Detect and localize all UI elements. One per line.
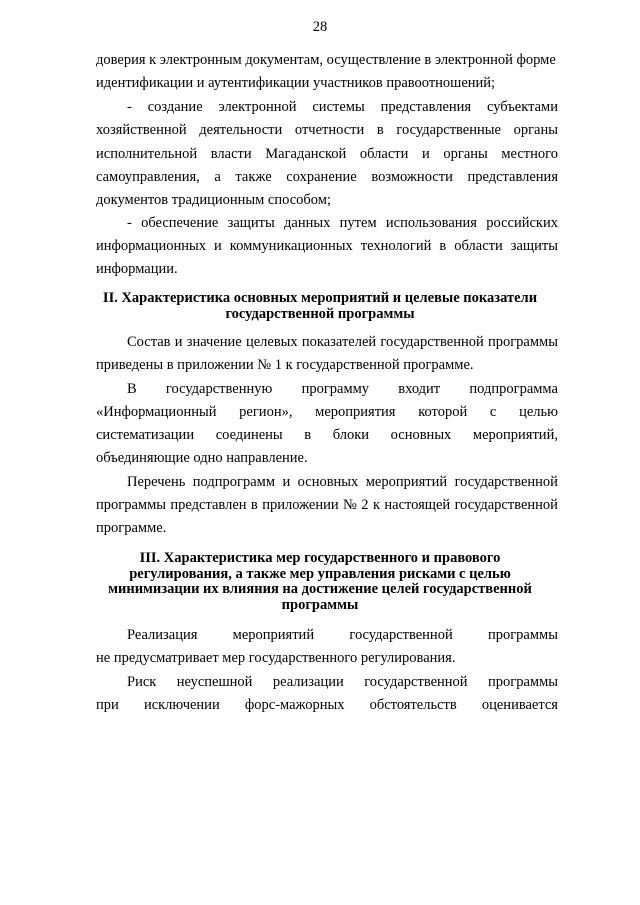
word: основных — [390, 427, 452, 443]
word: целевых — [245, 334, 298, 350]
word: деятельности — [199, 122, 283, 138]
word: в — [376, 122, 384, 138]
word: государственной — [364, 674, 468, 690]
word: в — [304, 427, 312, 443]
word: программы — [487, 334, 558, 350]
word: государственные — [396, 122, 501, 138]
word: государственную — [165, 381, 273, 397]
text-line: документов традиционным способом; — [96, 192, 331, 208]
word: подпрограмма — [469, 381, 558, 397]
page-number: 28 — [312, 19, 328, 35]
word: мероприятий — [232, 627, 315, 643]
text-line — [127, 473, 558, 491]
word: настоящей — [384, 497, 451, 513]
word: исполнительной — [96, 146, 198, 162]
word: отчетности — [294, 122, 365, 138]
word: возможности — [371, 169, 453, 185]
word: государственной — [349, 627, 453, 643]
word: форс-мажорных — [244, 697, 345, 713]
word: местного — [501, 146, 558, 162]
word: программу — [301, 381, 370, 397]
word: исключении — [143, 697, 220, 713]
text-line — [127, 333, 558, 351]
text-line — [127, 214, 558, 232]
word: к — [372, 497, 380, 513]
heading-line: II. Характеристика основных мероприятий и целевые показатели — [102, 290, 538, 306]
text-line: приведены в приложении № 1 к государственной программе. — [96, 357, 474, 373]
word: Магаданской — [265, 146, 347, 162]
word: защиты — [227, 215, 275, 231]
text-line — [96, 145, 558, 163]
word: представления — [467, 169, 558, 185]
text-line: идентификации и аутентификации участников правоотношений; — [96, 75, 496, 91]
word: и — [214, 238, 222, 254]
word: обстоятельств — [369, 697, 457, 713]
word: коммуникационных — [229, 238, 353, 254]
word: государственной — [454, 497, 558, 513]
word: данных — [284, 215, 331, 231]
text-line: не предусматривает мер государственного регулирования. — [96, 650, 456, 666]
text-line: объединяющие одно направление. — [96, 450, 308, 466]
word: создание — [147, 99, 203, 115]
word: значение — [186, 334, 242, 350]
text-line — [96, 403, 558, 421]
text-line — [127, 98, 558, 116]
text-line: программе. — [96, 520, 167, 536]
word: также — [235, 169, 272, 185]
word: государственной — [454, 474, 558, 490]
text-line — [96, 496, 558, 514]
word: хозяйственной — [96, 122, 187, 138]
section-heading — [60, 551, 580, 613]
word: 2 — [361, 497, 369, 513]
word: № — [343, 497, 357, 513]
text-line — [96, 426, 558, 444]
word: сохранение — [286, 169, 357, 185]
word: субъектами — [486, 99, 558, 115]
word: защиты — [510, 238, 558, 254]
word: регион», — [239, 404, 293, 420]
word: самоуправления, — [96, 169, 200, 185]
text-line — [127, 673, 558, 691]
word: обеспечение — [141, 215, 219, 231]
word: показателей — [301, 334, 377, 350]
word: использования — [385, 215, 477, 231]
word: программы — [488, 674, 558, 690]
word: и — [282, 474, 291, 490]
word: системы — [312, 99, 365, 115]
word: соединены — [215, 427, 283, 443]
word: области — [454, 238, 503, 254]
word: «Информационный — [96, 404, 217, 420]
heading-line: III. Характеристика мер государственного и правового — [139, 550, 501, 566]
word: в — [439, 238, 447, 254]
word: представлен — [170, 497, 247, 513]
word: технологий — [360, 238, 432, 254]
word: и — [174, 334, 183, 350]
heading-line: регулирования, а также мер управления рисками с целью — [129, 565, 511, 582]
word: информационных — [96, 238, 206, 254]
word: власти — [210, 146, 252, 162]
word: Риск — [127, 674, 157, 690]
word: и — [422, 146, 430, 162]
word: - — [127, 99, 132, 115]
heading-line: программы — [281, 596, 359, 613]
word: входит — [398, 381, 441, 397]
word: приложении — [262, 497, 339, 513]
text-line — [96, 696, 558, 714]
word: программы — [96, 497, 166, 513]
word: В — [127, 381, 137, 397]
word: реализации — [272, 674, 344, 690]
text-line: доверия к электронным документам, осуществление в электронной форме — [96, 52, 556, 68]
word: - — [127, 215, 132, 231]
word: целью — [519, 404, 558, 420]
word: основных — [297, 474, 359, 490]
text-line — [127, 380, 558, 398]
text-line — [127, 626, 558, 644]
word: блоки — [332, 427, 370, 443]
section-heading — [60, 291, 580, 322]
word: программы — [487, 627, 558, 643]
word: мероприятий — [365, 474, 448, 490]
word: мероприятий, — [472, 427, 558, 443]
word: неуспешной — [176, 674, 253, 690]
word: подпрограмм — [192, 474, 275, 490]
text-line — [96, 168, 558, 186]
word: электронной — [218, 99, 297, 115]
heading-line: государственной программы — [225, 305, 415, 322]
word: путем — [339, 215, 377, 231]
heading-line: минимизации их влияния на достижение целей государственной — [108, 581, 532, 597]
word: области — [359, 146, 409, 162]
word: Перечень — [127, 474, 186, 490]
word: мероприятия — [315, 404, 396, 420]
word: систематизации — [96, 427, 195, 443]
word: государственной — [380, 334, 484, 350]
text-line — [96, 121, 558, 139]
text-line: информации. — [96, 261, 178, 277]
word: органы — [513, 122, 558, 138]
word: органы — [443, 146, 488, 162]
word: которой — [418, 404, 468, 420]
word: оценивается — [481, 697, 558, 713]
text-line — [96, 237, 558, 255]
word: при — [96, 697, 119, 713]
word: Реализация — [127, 627, 198, 643]
word: представления — [380, 99, 472, 115]
word: а — [214, 169, 221, 185]
word: с — [489, 404, 497, 420]
word: Состав — [127, 334, 171, 350]
word: российских — [486, 215, 558, 231]
word: в — [250, 497, 258, 513]
